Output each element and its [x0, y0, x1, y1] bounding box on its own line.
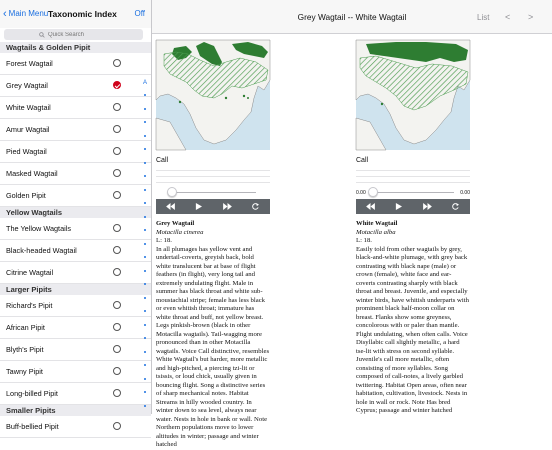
index-dot[interactable]	[144, 337, 146, 339]
list-item-label: Blyth's Pipit	[6, 345, 44, 354]
previous-button[interactable]: <	[505, 12, 511, 22]
radio-icon[interactable]	[113, 389, 121, 397]
replay-icon[interactable]	[251, 203, 260, 210]
list-item[interactable]	[0, 141, 151, 163]
index-dot[interactable]	[144, 121, 146, 123]
scrubber-track[interactable]	[170, 192, 256, 193]
chevron-left-icon: ‹	[3, 7, 7, 20]
page-title: Grey Wagtail -- White Wagtail	[297, 12, 407, 22]
scrubber-thumb[interactable]	[167, 187, 177, 197]
index-dot[interactable]	[144, 364, 146, 366]
section-header: Wagtails & Golden Pipit	[0, 42, 151, 53]
list-item[interactable]	[0, 53, 151, 75]
list-item-label: Long-billed Pipit	[6, 389, 58, 398]
sidebar-title: Taxonomic Index	[48, 9, 117, 19]
list-item[interactable]	[0, 317, 151, 339]
list-item[interactable]	[0, 75, 151, 97]
index-dot[interactable]	[144, 405, 146, 407]
radio-icon[interactable]	[113, 147, 121, 155]
list-item-label: The Yellow Wagtails	[6, 224, 72, 233]
scrubber-track[interactable]	[372, 192, 454, 193]
index-dot[interactable]	[144, 310, 146, 312]
audio-scrubber[interactable]	[356, 187, 470, 198]
index-dot[interactable]	[144, 229, 146, 231]
index-dot[interactable]	[144, 216, 146, 218]
list-item[interactable]	[0, 262, 151, 284]
index-dot[interactable]	[144, 135, 146, 137]
list-item[interactable]	[0, 295, 151, 317]
list-item[interactable]	[0, 163, 151, 185]
elapsed-time: 0.00	[356, 190, 366, 196]
index-dot[interactable]	[144, 175, 146, 177]
search-icon	[39, 32, 45, 38]
call-label: Call	[356, 157, 369, 164]
range-map-white-wagtail[interactable]	[356, 40, 470, 150]
play-icon[interactable]	[194, 203, 203, 210]
index-dot[interactable]	[144, 256, 146, 258]
list-item[interactable]	[0, 416, 151, 438]
radio-icon[interactable]	[113, 103, 121, 111]
species-description	[156, 220, 270, 450]
species-list	[0, 42, 151, 438]
species-description	[356, 220, 470, 416]
play-icon[interactable]	[394, 203, 403, 210]
back-label: Main Menu	[8, 9, 49, 18]
species-length: L: 18.	[156, 237, 172, 244]
list-item-label: Buff-bellied Pipit	[6, 422, 59, 431]
list-item-label: Tawny Pipit	[6, 367, 43, 376]
divider	[356, 170, 470, 171]
audio-scrubber[interactable]	[156, 187, 270, 198]
back-button[interactable]	[3, 9, 48, 18]
radio-icon[interactable]	[113, 422, 121, 430]
index-letter[interactable]: A	[143, 80, 148, 86]
audio-controls	[156, 199, 270, 214]
radio-icon[interactable]	[113, 301, 121, 309]
radio-icon[interactable]	[113, 268, 121, 276]
list-item-label: Forest Wagtail	[6, 59, 53, 68]
list-item-label: Grey Wagtail	[6, 81, 48, 90]
list-item-label: African Pipit	[6, 323, 45, 332]
index-dot[interactable]	[144, 378, 146, 380]
index-dot[interactable]	[144, 243, 146, 245]
species-scientific-name: Motacilla cinerea	[156, 228, 204, 236]
species-body-text: In all plumages has yellow vent and undertail-coverts, greyish back, bold white translucent bar at base of flight feathers (in flight), very long tail and extremely undulating flight. Male in summer has black throat and white sub-moustachial stripe; female has less black or even whitish throat; immature has white throat and buff, not yellow breast. Legs pinkish-brown (black in other Motacilla wagtails). Tail-wagging more pronounced than in other Motacilla wagtails. Voice Call distinctive, resembles White Wagtail's but harder, more metallic and high-pitched, a piercing tzi-lit or tsissis, or loud chick, usually given in bouncing flight. Song a distinctive series of sharp mechanical notes. Habitat Streams in hilly wooded country. In winter down to sea level, always near water. Nests in hole in bank or wall. Note Northern populations move to lower altitudes in winter; passage and winter hatched	[156, 245, 270, 448]
section-header: Yellow Wagtails	[0, 207, 151, 218]
divider	[156, 182, 270, 183]
search-bar[interactable]	[4, 29, 143, 40]
index-dot[interactable]	[144, 189, 146, 191]
main-nav-bar	[152, 0, 552, 34]
rewind-icon[interactable]	[366, 203, 375, 210]
index-dot[interactable]	[144, 270, 146, 272]
divider	[156, 176, 270, 177]
index-dot[interactable]	[144, 202, 146, 204]
list-item-label: Masked Wagtail	[6, 169, 58, 178]
radio-icon[interactable]	[113, 246, 121, 254]
species-length: L: 18.	[356, 237, 372, 244]
list-button[interactable]: List	[477, 13, 490, 22]
species-scientific-name: Motacilla alba	[356, 228, 396, 236]
list-item[interactable]	[0, 339, 151, 361]
divider	[356, 176, 470, 177]
search-input[interactable]	[48, 32, 108, 38]
divider	[356, 182, 470, 183]
scrubber-thumb[interactable]	[368, 187, 378, 197]
species-column-left	[156, 40, 270, 450]
list-item-label: Richard's Pipit	[6, 301, 53, 310]
species-body-text: Easily told from other wagtails by grey, black-and-white plumage, with grey back contrasting with black nape (male) or crown (female), white face and ear-coverts contrasting sharply with black throat and breast. Juvenile, and especially winter birds, have whitish underparts with prominent black half-moon collar on breast. Flanks show some greyness, concolorous with or paler than mantle. Flight undulating, when often calls. Voice Disyllabic call slightly metallic, a hard tse-lit with stress on second syllable. Juvenile's call more metallic, often consisting of more syllables. Song composed of call-notes, a lively garbled twittering. Habitat Open areas, often near habitation, cultivation, livestock. Nests in hole in wall or rock. Note Has bred Cyprus; passage and winter hatched	[356, 245, 469, 414]
sidebar-nav-bar	[0, 0, 151, 28]
index-dot[interactable]	[144, 297, 146, 299]
checked-radio-icon[interactable]	[113, 81, 121, 89]
species-name: Grey Wagtail	[156, 220, 195, 227]
species-column-right	[356, 40, 470, 416]
next-button[interactable]: >	[528, 12, 534, 22]
list-item[interactable]	[0, 240, 151, 262]
radio-icon[interactable]	[113, 59, 121, 67]
radio-icon[interactable]	[113, 125, 121, 133]
radio-icon[interactable]	[113, 169, 121, 177]
section-header: Smaller Pipits	[0, 405, 151, 416]
species-name: White Wagtail	[356, 220, 398, 227]
call-label: Call	[156, 157, 169, 164]
off-toggle-button[interactable]: Off	[134, 9, 145, 18]
list-item-label: Golden Pipit	[6, 191, 46, 200]
replay-icon[interactable]	[451, 203, 460, 210]
list-item-label: Black-headed Wagtail	[6, 246, 77, 255]
section-index-bar[interactable]	[142, 80, 149, 414]
list-item-label: Citrine Wagtail	[6, 268, 54, 277]
radio-icon[interactable]	[113, 367, 121, 375]
list-item[interactable]	[0, 119, 151, 141]
divider	[156, 170, 270, 171]
fast-forward-icon[interactable]	[423, 203, 432, 210]
list-item-label: White Wagtail	[6, 103, 51, 112]
index-dot[interactable]	[144, 283, 146, 285]
radio-icon[interactable]	[113, 191, 121, 199]
range-map-grey-wagtail[interactable]	[156, 40, 270, 150]
radio-icon[interactable]	[113, 323, 121, 331]
index-dot[interactable]	[144, 94, 146, 96]
sidebar	[0, 0, 152, 431]
rewind-icon[interactable]	[166, 203, 175, 210]
list-item[interactable]	[0, 97, 151, 119]
list-item[interactable]	[0, 383, 151, 405]
index-dot[interactable]	[144, 351, 146, 353]
radio-icon[interactable]	[113, 345, 121, 353]
fast-forward-icon[interactable]	[223, 203, 232, 210]
audio-controls	[356, 199, 470, 214]
list-item-label: Amur Wagtail	[6, 125, 50, 134]
section-header: Larger Pipits	[0, 284, 151, 295]
index-dot[interactable]	[144, 108, 146, 110]
index-dot[interactable]	[144, 324, 146, 326]
index-dot[interactable]	[144, 162, 146, 164]
radio-icon[interactable]	[113, 224, 121, 232]
list-item-label: Pied Wagtail	[6, 147, 47, 156]
index-dot[interactable]	[144, 148, 146, 150]
list-item[interactable]	[0, 361, 151, 383]
index-dot[interactable]	[144, 391, 146, 393]
duration-time: 0.00	[460, 190, 470, 196]
list-item[interactable]	[0, 185, 151, 207]
list-item[interactable]	[0, 218, 151, 240]
